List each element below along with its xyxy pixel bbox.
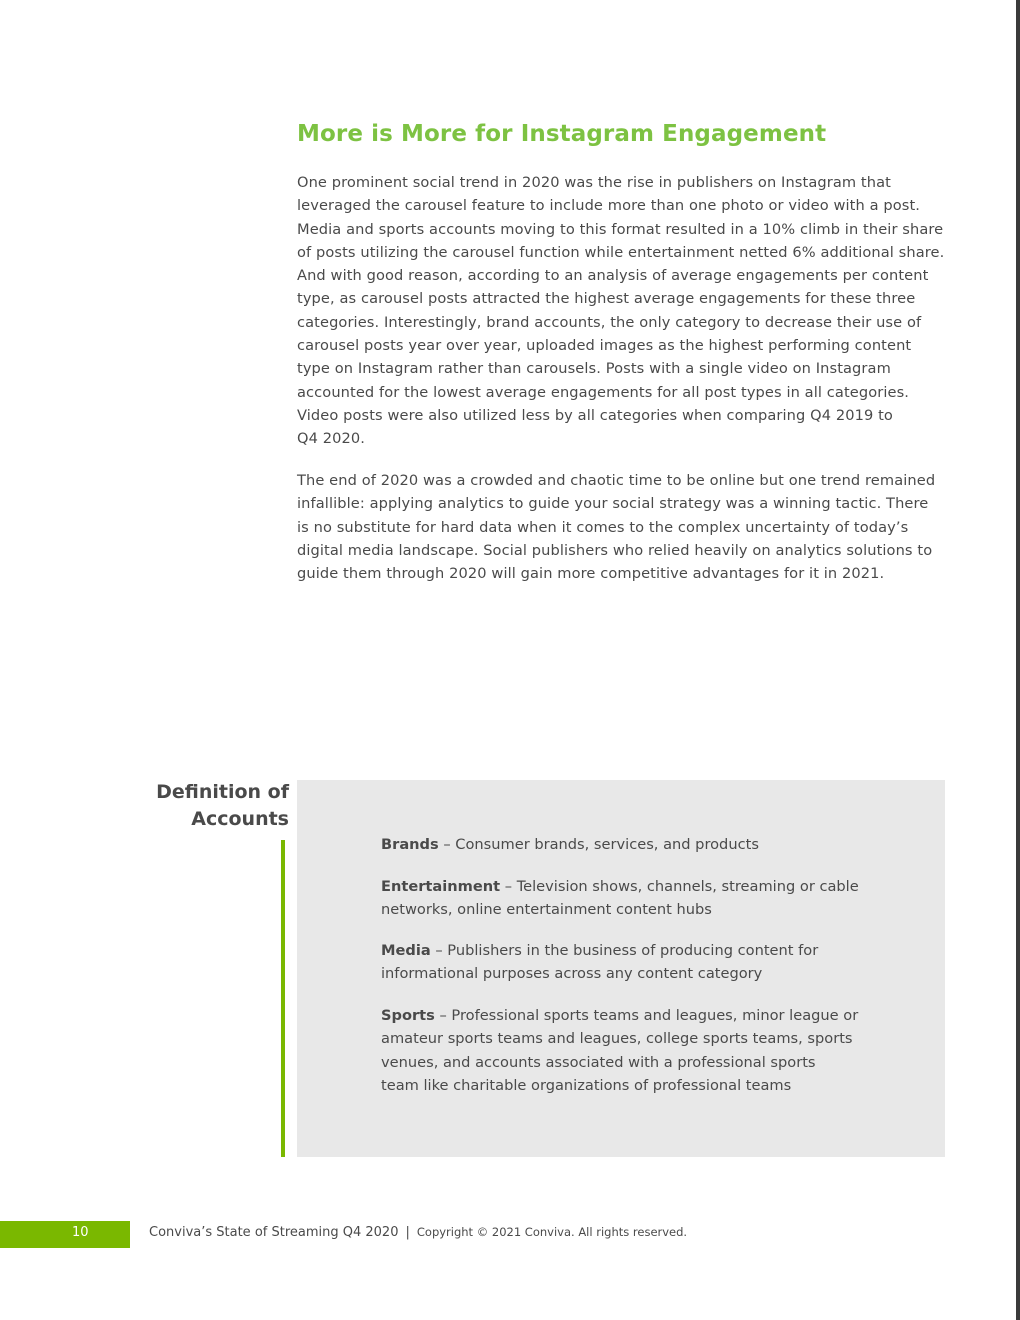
accent-bar [281, 840, 285, 1157]
paragraph-line: One prominent social trend in 2020 was the rise in publishers on Instagram that [297, 174, 891, 191]
paragraph-line: type on Instagram rather than carousels. Posts with a single video on Instagram [297, 360, 891, 378]
paragraph-line: Q4 2020. [297, 430, 365, 448]
definitions-box [297, 780, 945, 1157]
definition-brands [381, 833, 881, 856]
sidebar-label-line: Definition of [156, 781, 289, 803]
paragraph-line: categories. Interestingly, brand accounts, the only category to decrease their use of [297, 313, 922, 331]
definition-text: team like charitable organizations of professional teams [381, 1076, 792, 1094]
paragraph-line: type, as carousel posts attracted the highest average engagements for these three [297, 290, 916, 308]
definition-text: – Consumer brands, services, and products [438, 836, 759, 853]
paragraph-line: infallible: applying analytics to guide your social strategy was a winning tactic. There [297, 495, 929, 513]
definition-term: Media [381, 942, 431, 959]
sidebar-label-line: Accounts [191, 808, 289, 830]
footer [149, 1225, 687, 1240]
paragraph-line: And with good reason, according to an analysis of average engagements per content [297, 267, 929, 285]
paragraph-line: Video posts were also utilized less by all categories when comparing Q4 2019 to [297, 406, 893, 424]
copyright-notice: Copyright © 2021 Conviva. All rights reserved. [416, 1225, 688, 1239]
definition-entertainment [381, 875, 881, 922]
definition-of-accounts-label [120, 779, 289, 833]
paragraph-line: digital media landscape. Social publishers who relied heavily on analytics solutions to [297, 541, 933, 559]
body-paragraph-1 [297, 171, 947, 451]
definition-text: informational purposes across any content category [381, 965, 763, 983]
page-edge [1016, 0, 1020, 1320]
paragraph-line: accounted for the lowest average engagements for all post types in all categories. [297, 383, 910, 401]
body-paragraph-2 [297, 469, 947, 585]
definition-text: – Professional sports teams and leagues, minor league or [434, 1007, 859, 1024]
definition-sports [381, 1004, 881, 1097]
definition-text: amateur sports teams and leagues, college sports teams, sports [381, 1030, 853, 1048]
definition-term: Sports [381, 1007, 435, 1024]
page-number: 10 [72, 1225, 89, 1240]
paragraph-line: Media and sports accounts moving to this format resulted in a 10% climb in their share [297, 220, 944, 238]
report-title: Conviva’s State of Streaming Q4 2020 [149, 1225, 399, 1240]
definition-text: – Television shows, channels, streaming or cable [500, 878, 859, 895]
footer-separator: | [405, 1225, 410, 1240]
definition-term: Entertainment [381, 878, 501, 895]
definition-media [381, 939, 881, 986]
paragraph-line: leveraged the carousel feature to include more than one photo or video with a post. [297, 197, 921, 215]
paragraph-line: The end of 2020 was a crowded and chaotic time to be online but one trend remained [297, 472, 936, 489]
section-heading: More is More for Instagram Engagement [297, 121, 827, 147]
definition-text: – Publishers in the business of producing content for [430, 942, 819, 959]
paragraph-line: of posts utilizing the carousel function while entertainment netted 6% additional share. [297, 243, 945, 261]
page-number-badge [0, 1221, 130, 1248]
definition-text: networks, online entertainment content hubs [381, 901, 712, 919]
definition-text: venues, and accounts associated with a professional sports [381, 1053, 816, 1071]
definition-term: Brands [381, 836, 439, 853]
paragraph-line: carousel posts year over year, uploaded images as the highest performing content [297, 337, 912, 355]
paragraph-line: is no substitute for hard data when it comes to the complex uncertainty of today’s [297, 518, 909, 536]
paragraph-line: guide them through 2020 will gain more competitive advantages for it in 2021. [297, 565, 885, 583]
